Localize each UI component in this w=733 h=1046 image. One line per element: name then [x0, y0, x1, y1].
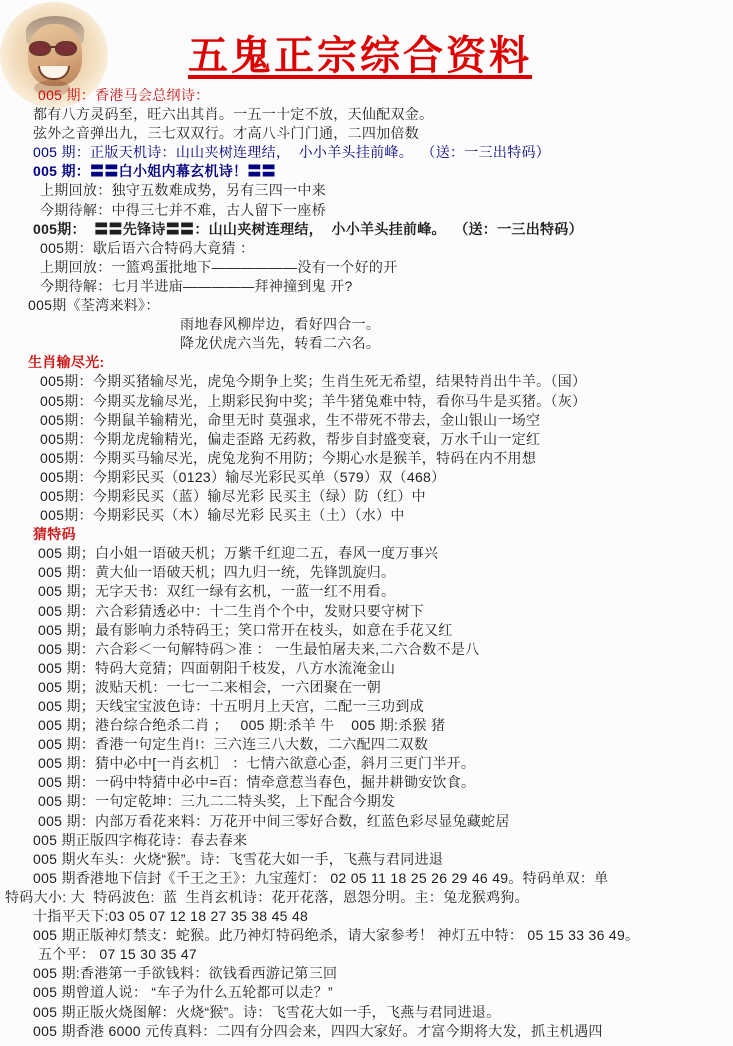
- text-line: 005期：歇后语六合特码大竟猜 ：: [40, 239, 255, 256]
- text-line: 005 期；天线宝宝波色诗：十五明月上天宫，二配一三功到成: [38, 698, 424, 714]
- text-line: 五个平： 07 15 30 35 47: [38, 946, 198, 963]
- text-line: 005 期正版火烧图解：火烧“猴”。诗：飞雪花大如一手，飞燕与君同进退。: [33, 1003, 501, 1020]
- text-line: 上期回放：独守五数难成势，另有三四一中来: [40, 182, 326, 199]
- text-line: 今期待解：七月半进庙—————拜神撞到鬼 开?: [40, 277, 353, 294]
- text-line: 降龙伏虎六当先，转看二六名。: [180, 335, 381, 352]
- text-line: 005 期；白小姐一语破天机；万紫千红迎二五，春风一度万事兴: [38, 545, 439, 562]
- text-line: 特码大小: 大 特码波色: 蓝 生肖玄机诗：花开花落，恩怨分明。主：兔龙猴鸡狗。: [5, 888, 529, 905]
- text-line: 005 期：香港一句定生肖!：三六连三八大数，二六配四二双数: [38, 736, 429, 753]
- text-line: 005 期:香港第一手欲钱料：欲钱看西游记第三回: [33, 965, 338, 982]
- text-line: 005期：今期彩民买（蓝）输尽光彩 民买主（绿）防（红）中: [40, 487, 426, 504]
- text-line: 今期待解：中得三七并不难，古人留下一座桥: [40, 201, 326, 218]
- text-line: 005期：今期买马输尽光，虎兔龙狗不用防；今期心水是猴羊，特码在内不用想: [40, 449, 537, 466]
- text-line: 005 期正版神灯禁支：蛇猴。此乃神灯特码绝杀，请大家参考！ 神灯五中特： 05 15 33 36 49。: [33, 927, 640, 944]
- text-line: 005期：今期买龙输尽光，上期彩民狗中奖；羊牛猪兔难中特，看你马牛是买猪。（灰）: [40, 392, 587, 409]
- page-title: 五鬼正宗综合资料: [188, 34, 532, 78]
- text-line: 都有八方灵码至，旺六出其肖。一五一十定不放，天仙配双金。: [33, 106, 434, 123]
- text-line: 005期：今期彩民买（木）输尽光彩 民买主（土）（水）中: [40, 507, 405, 524]
- text-line: 005 期：黄大仙一语破天机；四九归一统，先锋凯旋归。: [38, 564, 396, 581]
- text-line: 005 期曾道人说： “车子为什么五轮都可以走？”: [33, 984, 333, 1001]
- text-line: 005 期：六合彩＜一句解特码＞准 ： 一生最怕屠夫来,二六合数不是八: [38, 640, 480, 657]
- text-line: 上期回放：一篮鸡蛋批地下——————没有一个好的开: [40, 258, 398, 275]
- text-line: 005 期：香港马会总纲诗：: [38, 87, 210, 103]
- sunglasses-bridge: [49, 46, 57, 48]
- text-line: 005 期：正版天机诗：山山夹树连理结， 小小羊头挂前峰。 （送：一三出特码）: [33, 144, 551, 161]
- sunglasses-icon: [30, 42, 50, 55]
- text-line: 005期：今期鼠羊输精光，命里无时 莫强求，生不带死不带去，金山银山一场空: [40, 411, 541, 428]
- text-line: 005 期：猜中必中[一肖玄机］ ：七情六欲意心歪，斜月三更门半开。: [38, 755, 476, 772]
- text-line: 005期：今期龙虎输精光，偏走歪路 无药救，帮步自封盛变衰，万水千山一定红: [40, 430, 541, 447]
- text-line: 猜特码: [33, 526, 76, 543]
- text-line: 005 期：特码大竞猜；四面朝阳千枝发，八方水流淹金山: [38, 659, 396, 676]
- text-line: 005期：今期买猪输尽光，虎兔今期争上奖；生肖生死无希望，结果特肖出牛羊。（国）: [40, 373, 587, 390]
- text-line: 005 期：六合彩猜透必中：十二生肖个个中，发财只要守树下: [38, 602, 424, 619]
- text-line: 005 期火车头：火烧“猴”。诗：飞雪花大如一手，飞燕与君同进退: [33, 850, 444, 867]
- text-line: 生肖输尽光:: [28, 354, 105, 371]
- text-line: 005 期：〓〓白小姐内幕玄机诗！〓〓: [33, 163, 276, 180]
- text-line: 005 期正版四字梅花诗：春去春来: [33, 831, 248, 848]
- text-line: 005 期；最有影响力杀特码王；笑口常开在枝头，如意在手花又红: [38, 621, 453, 638]
- text-line: 雨地春风柳岸边，看好四合一。: [180, 316, 381, 333]
- text-line: 005期：今期彩民买（0123）输尽光彩民买单（579）双（468）: [40, 468, 446, 485]
- text-line: 005 期香港地下信封《千王之王》：九宝莲灯： 02 05 11 18 25 26 29 46 49。特码单双：单: [33, 869, 609, 886]
- text-line: 005 期；港台综合绝杀二肖 ； 005 期:杀羊 牛 005 期:杀猴 猪: [38, 717, 446, 734]
- text-line: 005 期：一句定乾坤：三九二二特头奖，上下配合今期发: [38, 793, 396, 810]
- text-line: 005 期；波贴天机：一七一二来相会，一六团聚在一朝: [38, 678, 382, 695]
- text-line: 005 期；无字天书：双红一绿有玄机，一蓝一红不用看。: [38, 583, 396, 600]
- text-line: 十指平天下:03 05 07 12 18 27 35 38 45 48: [33, 908, 309, 925]
- text-line: 005期： 〓〓先锋诗〓〓：山山夹树连理结， 小小羊头挂前峰。 （送：一三出特码）: [33, 220, 583, 237]
- text-line: 005 期香港 6000 元传真料：二四有分四会来，四四大家好。才富今期将大发，抓主机遇四: [33, 1022, 603, 1039]
- text-line: 005期《荃湾来料》：: [28, 297, 160, 314]
- text-line: 005 期：内部万看花来料：万花开中间三零好合数，红蓝色彩尽显兔藏蛇居: [38, 812, 510, 829]
- text-line: 005 期：一码中特猜中必中=百：情牵意惹当春色，掘井耕锄安饮食。: [38, 774, 476, 791]
- content-lines: [0, 86, 733, 1041]
- sunglasses-icon: [56, 42, 76, 55]
- text-line: 弦外之音弹出九，三七双双行。才高八斗门门通，二四加倍数: [33, 125, 420, 142]
